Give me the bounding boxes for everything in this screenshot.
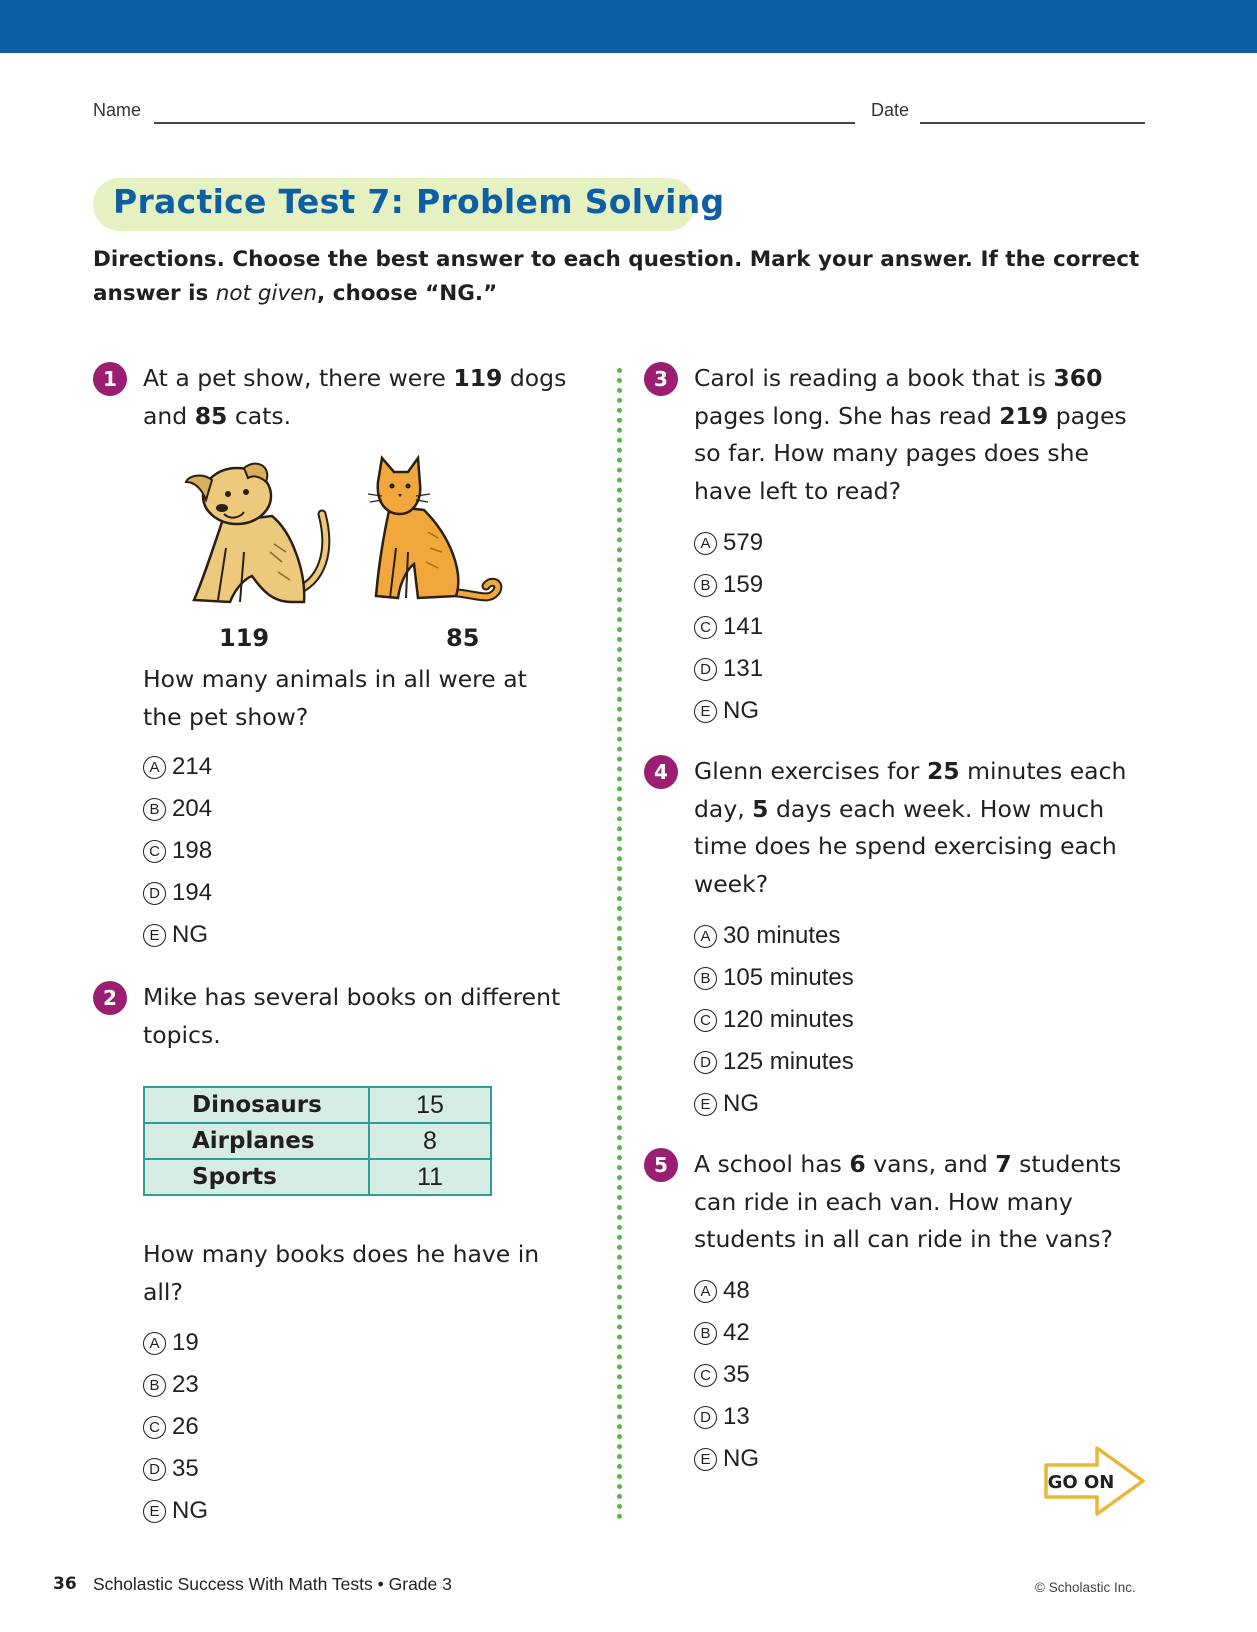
answer-bubble-b: B xyxy=(694,967,717,990)
question-5-number: 5 xyxy=(644,1148,678,1182)
q4-choice-c[interactable]: C 120 minutes xyxy=(694,1005,854,1035)
answer-bubble-e: E xyxy=(694,1093,717,1116)
question-2-number: 2 xyxy=(93,981,127,1015)
q5-choice-c[interactable]: C 35 xyxy=(694,1360,750,1390)
answer-bubble-d: D xyxy=(694,658,717,681)
table-cell-topic: Sports xyxy=(144,1159,369,1195)
question-3-text: Carol is reading a book that is 360 pages long. She has read 219 pages so far. How many pages does she have left to read? xyxy=(694,364,1127,505)
answer-bubble-a: A xyxy=(694,532,717,555)
q5-choice-d[interactable]: D 13 xyxy=(694,1402,750,1432)
directions-emphasis: not given xyxy=(215,281,318,306)
top-banner xyxy=(0,0,1257,53)
answer-bubble-c: C xyxy=(694,1364,717,1387)
answer-bubble-c: C xyxy=(694,1009,717,1032)
question-5-text: A school has 6 vans, and 7 students can ride in each van. How many students in all can ride in the vans? xyxy=(694,1150,1122,1253)
copyright: © Scholastic Inc. xyxy=(1035,1580,1136,1595)
q5-choice-e[interactable]: E NG xyxy=(694,1444,759,1474)
name-label: Name xyxy=(93,100,142,120)
answer-bubble-d: D xyxy=(143,1458,166,1481)
answer-bubble-a: A xyxy=(694,925,717,948)
q4-choice-a[interactable]: A 30 minutes xyxy=(694,921,840,951)
answer-bubble-d: D xyxy=(694,1051,717,1074)
q3-choice-c[interactable]: C 141 xyxy=(694,612,763,642)
table-cell-topic: Dinosaurs xyxy=(144,1087,369,1123)
table-cell-count: 15 xyxy=(369,1087,491,1123)
directions-text-end: , choose “NG.” xyxy=(317,281,498,306)
answer-bubble-c: C xyxy=(143,1416,166,1439)
table-row xyxy=(144,1123,491,1159)
date-label: Date xyxy=(871,100,910,120)
cat-count-label: 85 xyxy=(446,624,480,652)
q3-choice-b[interactable]: B 159 xyxy=(694,570,763,600)
question-4-text: Glenn exercises for 25 minutes each day, 5 days each week. How much time does he spend exercising each week? xyxy=(694,757,1127,898)
answer-bubble-c: C xyxy=(143,840,166,863)
q3-choice-a[interactable]: A 579 xyxy=(694,528,763,558)
date-line[interactable] xyxy=(920,122,1145,124)
answer-bubble-b: B xyxy=(143,1374,166,1397)
name-line[interactable] xyxy=(154,122,855,124)
q4-choice-e[interactable]: E NG xyxy=(694,1089,759,1119)
answer-bubble-b: B xyxy=(143,798,166,821)
go-on-arrow-icon[interactable] xyxy=(1043,1445,1147,1517)
q2-choice-d[interactable]: D 35 xyxy=(143,1454,199,1484)
books-table xyxy=(143,1086,492,1196)
q1-choice-d[interactable]: D 194 xyxy=(143,878,212,908)
answer-bubble-c: C xyxy=(694,616,717,639)
q1-choice-a[interactable]: A 214 xyxy=(143,752,212,782)
answer-bubble-b: B xyxy=(694,574,717,597)
dog-count-label: 119 xyxy=(219,624,270,652)
book-title: Scholastic Success With Math Tests • Grade 3 xyxy=(93,1574,452,1594)
answer-bubble-e: E xyxy=(694,1448,717,1471)
q1-choice-e[interactable]: E NG xyxy=(143,920,208,950)
answer-bubble-a: A xyxy=(143,756,166,779)
page-title: Practice Test 7: Problem Solving xyxy=(113,182,725,221)
table-row xyxy=(144,1087,491,1123)
q3-choice-e[interactable]: E NG xyxy=(694,696,759,726)
q2-choice-a[interactable]: A 19 xyxy=(143,1328,199,1358)
answer-bubble-e: E xyxy=(694,700,717,723)
answer-bubble-e: E xyxy=(143,924,166,947)
question-1-followup: How many animals in all were at the pet show? xyxy=(143,665,527,731)
answer-bubble-a: A xyxy=(694,1280,717,1303)
q5-choice-b[interactable]: B 42 xyxy=(694,1318,750,1348)
q2-choice-b[interactable]: B 23 xyxy=(143,1370,199,1400)
answer-bubble-d: D xyxy=(143,882,166,905)
q2-choice-e[interactable]: E NG xyxy=(143,1496,208,1526)
answer-bubble-b: B xyxy=(694,1322,717,1345)
q2-choice-c[interactable]: C 26 xyxy=(143,1412,199,1442)
table-cell-topic: Airplanes xyxy=(144,1123,369,1159)
answer-bubble-d: D xyxy=(694,1406,717,1429)
page-number: 36 xyxy=(53,1574,77,1594)
q3-choice-d[interactable]: D 131 xyxy=(694,654,763,684)
dog-illustration xyxy=(182,452,342,612)
go-on-label: GO ON xyxy=(1047,1472,1115,1493)
directions-text: Directions. Choose the best answer to each question. Mark your answer. If the correct answer is xyxy=(93,247,1140,306)
q1-choice-c[interactable]: C 198 xyxy=(143,836,212,866)
q4-choice-b[interactable]: B 105 minutes xyxy=(694,963,854,993)
question-1-text: At a pet show, there were 119 dogs and 85 cats. xyxy=(143,364,567,430)
q1-choice-b[interactable]: B 204 xyxy=(143,794,212,824)
question-4-number: 4 xyxy=(644,755,678,789)
directions xyxy=(93,243,1153,311)
column-divider xyxy=(617,368,622,1520)
question-1-number: 1 xyxy=(93,362,127,396)
table-cell-count: 11 xyxy=(369,1159,491,1195)
table-row xyxy=(144,1159,491,1195)
q5-choice-a[interactable]: A 48 xyxy=(694,1276,750,1306)
cat-illustration xyxy=(368,452,508,612)
q4-choice-d[interactable]: D 125 minutes xyxy=(694,1047,854,1077)
question-2-text: Mike has several books on different topics. xyxy=(143,983,561,1049)
question-2-followup: How many books does he have in all? xyxy=(143,1240,540,1306)
question-3-number: 3 xyxy=(644,362,678,396)
answer-bubble-e: E xyxy=(143,1500,166,1523)
answer-bubble-a: A xyxy=(143,1332,166,1355)
table-cell-count: 8 xyxy=(369,1123,491,1159)
